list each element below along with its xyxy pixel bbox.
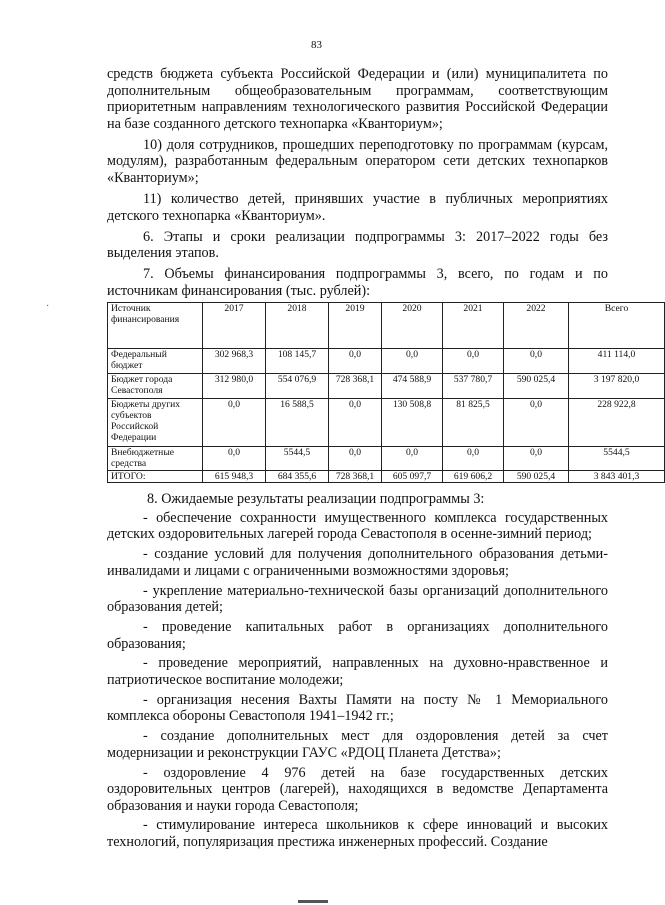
table-cell: 5544,5 xyxy=(569,447,665,471)
table-header-cell: 2019 xyxy=(329,303,382,349)
table-row-label: Бюджеты других субъектов Российской Федерации xyxy=(108,399,203,447)
paragraph: 7. Объемы финансирования подпрограммы 3, всего, по годам и по источникам финансирования (тыс. рублей): xyxy=(107,266,608,299)
table-cell: 3 197 820,0 xyxy=(569,374,665,399)
results-heading: 8. Ожидаемые результаты реализации подпрограммы 3: xyxy=(147,491,485,508)
table-cell: 684 355,6 xyxy=(266,471,329,483)
table-cell: 537 780,7 xyxy=(443,374,504,399)
paragraph: средств бюджета субъекта Российской Федерации и (или) муниципалитета по дополнительным общеобразовательным программам, соответствующим приоритетным направлениям технологического развития Российской Федерации на базе созданного детского технопарка «Кванториум»; xyxy=(107,66,608,132)
table-row xyxy=(108,374,665,399)
table-header-cell: Источник финансирования xyxy=(108,303,203,349)
table-row-label: ИТОГО: xyxy=(108,471,203,483)
table-cell: 0,0 xyxy=(329,349,382,374)
table-header-cell: 2022 xyxy=(504,303,569,349)
page-content xyxy=(107,66,640,854)
table-cell: 0,0 xyxy=(504,349,569,374)
table-cell: 474 588,9 xyxy=(382,374,443,399)
result-item: - оздоровление 4 976 детей на базе государственных детских оздоровительных центров (лагерей), находящихся в ведомстве Департамента образования и науки города Севастополя; xyxy=(107,764,608,814)
table-cell: 0,0 xyxy=(443,349,504,374)
table-cell: 81 825,5 xyxy=(443,399,504,447)
table-header-cell: 2021 xyxy=(443,303,504,349)
table-cell: 728 368,1 xyxy=(329,374,382,399)
footer-mark xyxy=(298,900,328,903)
table-cell: 0,0 xyxy=(329,399,382,447)
table-cell: 590 025,4 xyxy=(504,374,569,399)
paragraph: 6. Этапы и сроки реализации подпрограммы 3: 2017–2022 годы без выделения этапов. xyxy=(107,228,608,262)
table-cell: 605 097,7 xyxy=(382,471,443,483)
table-cell: 0,0 xyxy=(203,399,266,447)
table-row xyxy=(108,471,665,483)
page-number: 83 xyxy=(311,39,322,51)
result-item: - проведение мероприятий, направленных на духовно-нравственное и патриотическое воспитание молодежи; xyxy=(107,655,608,688)
table-cell: 615 948,3 xyxy=(203,471,266,483)
table-cell: 0,0 xyxy=(382,349,443,374)
table-row-label: Бюджет города Севастополя xyxy=(108,374,203,399)
result-item: - проведение капитальных работ в организациях дополнительного образования; xyxy=(107,619,608,652)
table-cell: 302 968,3 xyxy=(203,349,266,374)
table-cell: 5544,5 xyxy=(266,447,329,471)
table-cell: 228 922,8 xyxy=(569,399,665,447)
table-cell: 312 980,0 xyxy=(203,374,266,399)
result-item: - создание условий для получения дополнительного образования детьми-инвалидами и лицами с ограниченными возможностями здоровья; xyxy=(107,546,608,579)
table-cell: 0,0 xyxy=(203,447,266,471)
table-header-row xyxy=(108,303,665,349)
margin-mark: · xyxy=(46,301,50,312)
table-row xyxy=(108,447,665,471)
table-cell: 619 606,2 xyxy=(443,471,504,483)
table-row xyxy=(108,349,665,374)
top-paragraphs xyxy=(107,66,608,299)
result-item: - обеспечение сохранности имущественного комплекса государственных детских оздоровительных лагерей города Севастополя в осенне-зимний период; xyxy=(107,509,608,543)
table-cell: 0,0 xyxy=(382,447,443,471)
table-header-cell: 2017 xyxy=(203,303,266,349)
table-header-cell: 2018 xyxy=(266,303,329,349)
table-cell: 590 025,4 xyxy=(504,471,569,483)
result-item: - стимулирование интереса школьников к сфере инноваций и высоких технологий, популяризация престижа инженерных профессий. Создание xyxy=(107,817,608,851)
table-row xyxy=(108,399,665,447)
result-item: - организация несения Вахты Памяти на посту № 1 Мемориального комплекса обороны Севастополя 1941–1942 гг.; xyxy=(107,691,608,725)
table-cell: 0,0 xyxy=(329,447,382,471)
table-cell: 108 145,7 xyxy=(266,349,329,374)
table-cell: 3 843 401,3 xyxy=(569,471,665,483)
table-header-cell: Всего xyxy=(569,303,665,349)
table-cell: 130 508,8 xyxy=(382,399,443,447)
table-cell: 411 114,0 xyxy=(569,349,665,374)
financing-table xyxy=(107,302,665,483)
paragraph: 10) доля сотрудников, прошедших переподготовку по программам (курсам, модулям), разработанным федеральным оператором сети детских технопарков «Кванториум»; xyxy=(107,136,608,186)
table-body xyxy=(108,349,665,483)
table-cell: 0,0 xyxy=(504,447,569,471)
table-cell: 0,0 xyxy=(504,399,569,447)
table-row-label: Внебюджетные средства xyxy=(108,447,203,471)
paragraph: 11) количество детей, принявших участие в публичных мероприятиях детского технопарка «Кванториум». xyxy=(107,190,608,224)
result-item: - создание дополнительных мест для оздоровления детей за счет модернизации и реконструкции ГАУС «РДОЦ Планета Детства»; xyxy=(107,728,608,761)
table-cell: 16 588,5 xyxy=(266,399,329,447)
table-header-cell: 2020 xyxy=(382,303,443,349)
table-cell: 0,0 xyxy=(443,447,504,471)
table-cell: 728 368,1 xyxy=(329,471,382,483)
result-item: - укрепление материально-технической базы организаций дополнительного образования детей; xyxy=(107,582,608,616)
results-list xyxy=(107,510,608,851)
table-row-label: Федеральный бюджет xyxy=(108,349,203,374)
table-cell: 554 076,9 xyxy=(266,374,329,399)
